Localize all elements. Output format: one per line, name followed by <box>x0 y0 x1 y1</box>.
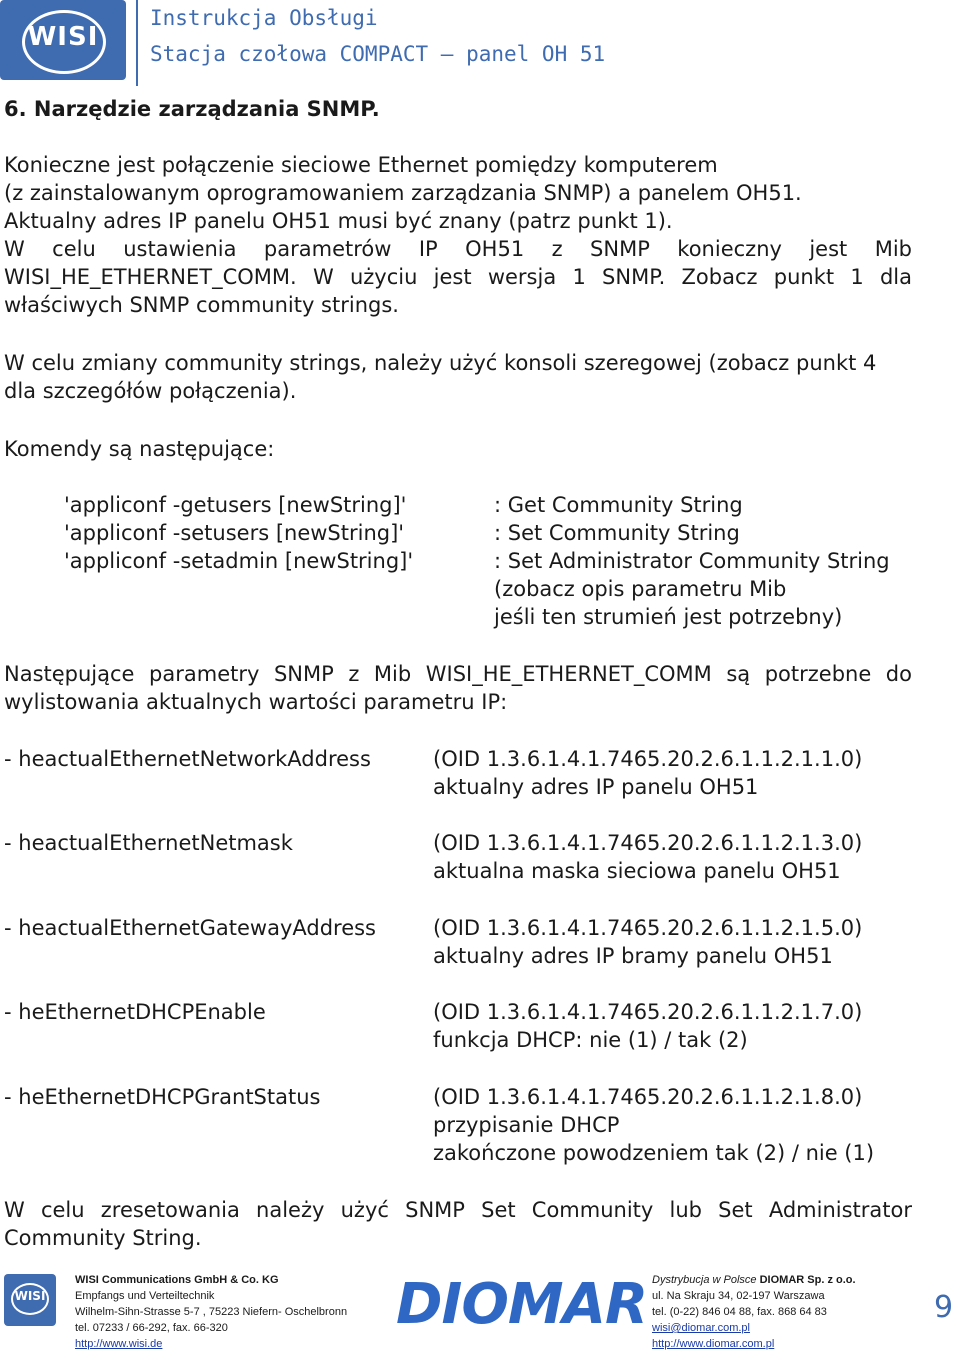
footer-wisi-link[interactable]: http://www.wisi.de <box>75 1338 163 1350</box>
text-line: wylistowania aktualnych wartości parametru IP: <box>4 690 508 714</box>
footer-line: tel. (0-22) 846 04 88, fax. 868 64 83 <box>652 1306 827 1318</box>
distributor-prefix: Dystrybucja w Polsce <box>652 1274 757 1286</box>
param-name: - heEthernetDHCPEnable <box>4 1000 266 1024</box>
distributor-company: DIOMAR Sp. z o.o. <box>759 1274 856 1286</box>
text-line: W celu ustawienia parametrów IP OH51 z SNMP konieczny jest Mib <box>4 237 912 261</box>
footer-distributor-heading <box>652 1272 856 1288</box>
text-line: (z zainstalowanym oprogramowaniem zarządzania SNMP) a panelem OH51. <box>4 181 802 205</box>
param-details <box>433 829 862 885</box>
paragraph-requirements <box>4 151 912 319</box>
param-details <box>433 745 862 801</box>
footer-line: Wilhelm-Sihn-Strasse 5-7 , 75223 Niefern- Oschelbronn <box>75 1306 348 1318</box>
command-note: (zobacz opis parametru Mib <box>494 577 787 601</box>
footer-wisi-info <box>75 1272 347 1352</box>
footer-diomar-link[interactable]: http://www.diomar.com.pl <box>652 1338 775 1350</box>
commands-intro: Komendy są następujące: <box>4 437 275 461</box>
page-number: 9 <box>934 1290 954 1325</box>
commands-descriptions <box>494 491 890 631</box>
command: 'appliconf -getusers [newString]' <box>64 493 407 517</box>
param-oid: (OID 1.3.6.1.4.1.7465.20.2.6.1.1.2.1.5.0) <box>433 916 863 940</box>
paragraph-reset <box>4 1196 912 1252</box>
text-line: WISI_HE_ETHERNET_COMM. W użyciu jest wersja 1 SNMP. Zobacz punkt 1 dla <box>4 265 912 289</box>
text-line: Aktualny adres IP panelu OH51 musi być znany (patrz punkt 1). <box>4 209 673 233</box>
command-description: : Set Administrator Community String <box>494 549 890 573</box>
param-details <box>433 1083 874 1167</box>
param-name: - heEthernetDHCPGrantStatus <box>4 1085 321 1109</box>
header-divider <box>136 0 138 86</box>
footer-wisi-logo: WISI <box>4 1274 56 1326</box>
command: 'appliconf -setadmin [newString]' <box>64 549 414 573</box>
param-oid: (OID 1.3.6.1.4.1.7465.20.2.6.1.1.2.1.3.0) <box>433 831 863 855</box>
text-line: dla szczegółów połączenia). <box>4 379 297 403</box>
command-description: : Set Community String <box>494 521 740 545</box>
param-name: - heactualEthernetNetmask <box>4 831 293 855</box>
footer-distributor-info <box>652 1272 856 1352</box>
param-name: - heactualEthernetGatewayAddress <box>4 916 377 940</box>
param-name: - heactualEthernetNetworkAddress <box>4 747 371 771</box>
param-oid: (OID 1.3.6.1.4.1.7465.20.2.6.1.1.2.1.7.0) <box>433 1000 863 1024</box>
footer-email-link[interactable]: wisi@diomar.com.pl <box>652 1322 750 1334</box>
section-title: 6. Narzędzie zarządzania SNMP. <box>4 97 380 121</box>
command: 'appliconf -setusers [newString]' <box>64 521 405 545</box>
param-details <box>433 998 862 1054</box>
footer-line: tel. 07233 / 66-292, fax. 66-320 <box>75 1322 228 1334</box>
text-line: Community String. <box>4 1226 202 1250</box>
document-subtitle: Stacja czołowa COMPACT – panel OH 51 <box>150 42 606 66</box>
footer-line: Empfangs und Verteiltechnik <box>75 1290 215 1302</box>
param-description: zakończone powodzeniem tak (2) / nie (1) <box>433 1141 875 1165</box>
param-description: aktualna maska sieciowa panelu OH51 <box>433 859 841 883</box>
param-description: aktualny adres IP bramy panelu OH51 <box>433 944 833 968</box>
document-title: Instrukcja Obsługi <box>150 6 378 30</box>
text-line: W celu zresetowania należy użyć SNMP Set Community lub Set Administrator <box>4 1198 912 1222</box>
diomar-logo: DIOMAR <box>396 1272 648 1337</box>
command-note: jeśli ten strumień jest potrzebny) <box>494 605 843 629</box>
footer-line: ul. Na Skraju 34, 02-197 Warszawa <box>652 1290 825 1302</box>
text-line: właściwych SNMP community strings. <box>4 293 399 317</box>
commands-list <box>64 491 413 575</box>
text-line: Konieczne jest połączenie sieciowe Ethernet pomiędzy komputerem <box>4 153 718 177</box>
paragraph-community-strings <box>4 349 876 405</box>
param-description: przypisanie DHCP <box>433 1113 620 1137</box>
param-description: funkcja DHCP: nie (1) / tak (2) <box>433 1028 748 1052</box>
footer-company: WISI Communications GmbH & Co. KG <box>75 1274 279 1286</box>
param-oid: (OID 1.3.6.1.4.1.7465.20.2.6.1.1.2.1.1.0) <box>433 747 863 771</box>
paragraph-mib-params <box>4 660 912 716</box>
param-oid: (OID 1.3.6.1.4.1.7465.20.2.6.1.1.2.1.8.0) <box>433 1085 863 1109</box>
param-details <box>433 914 862 970</box>
text-line: W celu zmiany community strings, należy użyć konsoli szeregowej (zobacz punkt 4 <box>4 351 877 375</box>
text-line: Następujące parametry SNMP z Mib WISI_HE_ETHERNET_COMM są potrzebne do <box>4 662 912 686</box>
command-description: : Get Community String <box>494 493 743 517</box>
param-description: aktualny adres IP panelu OH51 <box>433 775 759 799</box>
wisi-logo: WISI <box>0 0 126 80</box>
